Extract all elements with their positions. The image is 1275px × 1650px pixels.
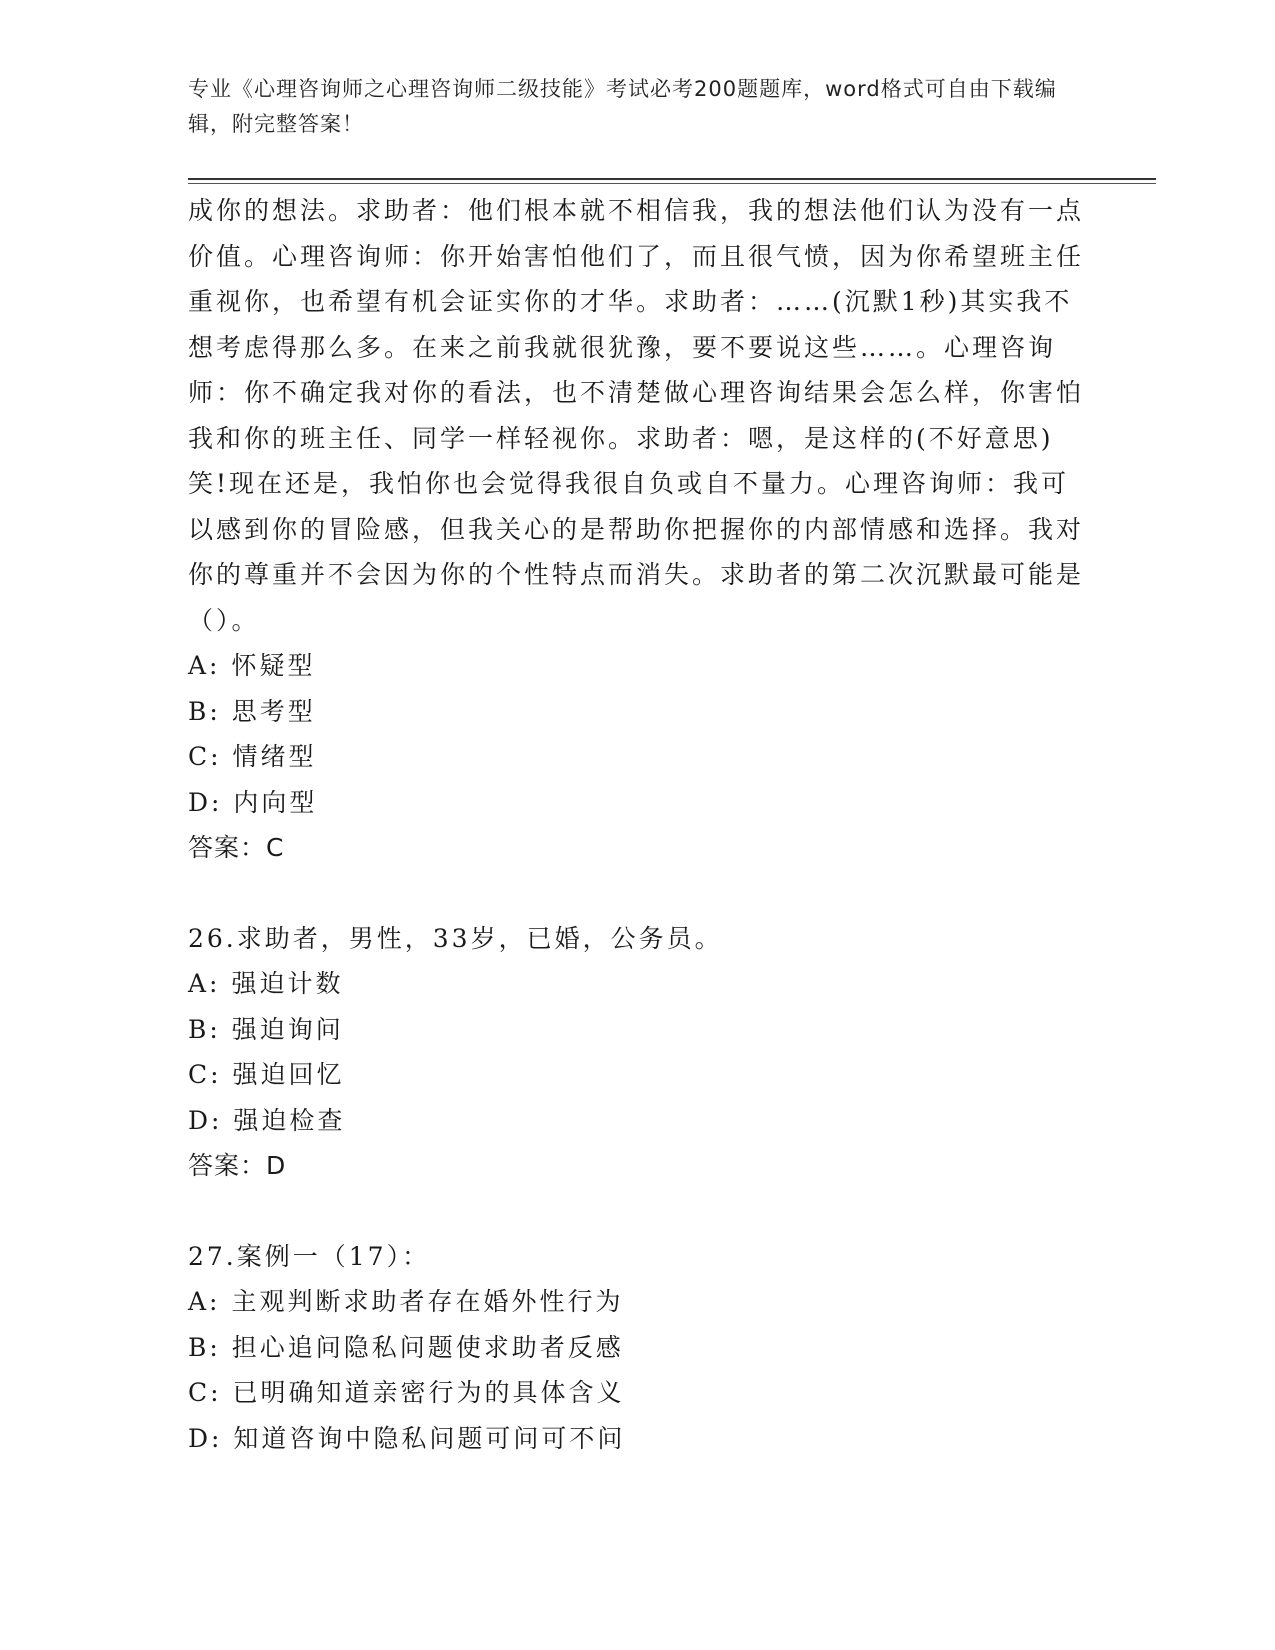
option-text: 知道咨询中隐私问题可问可不问: [233, 1423, 626, 1453]
option-letter: C:: [188, 742, 222, 771]
option-a: [188, 961, 1088, 1007]
option-b: [188, 689, 1088, 735]
option-letter: A:: [188, 651, 221, 680]
option-d: [188, 1416, 1088, 1462]
option-text: 内向型: [233, 787, 318, 817]
option-letter: D:: [188, 1423, 223, 1453]
option-text: 强迫检查: [233, 1105, 346, 1135]
option-text: 强迫回忆: [232, 1060, 345, 1089]
question-spacer: [188, 1189, 1088, 1234]
option-text: 思考型: [231, 696, 316, 726]
option-text: 强迫询问: [231, 1014, 344, 1044]
option-letter: B:: [188, 1332, 221, 1362]
option-text: 情绪型: [232, 742, 317, 771]
option-letter: A:: [188, 1287, 221, 1316]
header-divider-thick: [188, 178, 1156, 180]
option-text: 怀疑型: [231, 651, 316, 680]
option-letter: C:: [188, 1378, 222, 1407]
question-spacer: [188, 871, 1088, 916]
question-27-stem: 27.案例一（17）：: [188, 1241, 431, 1271]
option-c: [188, 1370, 1088, 1416]
question-26-stem: 26.求助者，男性，33岁，已婚，公务员。: [188, 923, 723, 953]
option-text: 强迫计数: [231, 969, 344, 998]
option-letter: C:: [188, 1060, 222, 1089]
question-25-continuation: 成你的想法。求助者：他们根本就不相信我，我的想法他们认为没有一点价值。心理咨询师：你开始害怕他们了，而且很气愤，因为你希望班主任重视你，也希望有机会证实你的才华。求助者：……(沉默1秒)其实我不想考虑得那么多。在来之前我就很犹豫，要不要说这些……。心理咨询师：你不确定我对你的看法，也不清楚做心理咨询结果会怎么样，你害怕我和你的班主任、同学一样轻视你。求助者：嗯，是这样的(不好意思)笑!现在还是，我怕你也会觉得我很自负或自不量力。心理咨询师：我可以感到你的冒险感，但我关心的是帮助你把握你的内部情感和选择。我对你的尊重并不会因为你的个性特点而消失。求助者的第二次沉默最可能是（）。: [188, 196, 1085, 635]
option-c: [188, 734, 1088, 780]
option-letter: B:: [188, 1014, 221, 1044]
document-body: [188, 188, 1088, 1461]
option-letter: D:: [188, 1105, 223, 1135]
option-letter: B:: [188, 696, 221, 726]
option-b: [188, 1007, 1088, 1053]
answer-25: 答案：C: [188, 833, 285, 862]
option-text: 担心追问隐私问题使求助者反感: [231, 1332, 624, 1362]
option-b: [188, 1325, 1088, 1371]
option-text: 主观判断求助者存在婚外性行为: [231, 1287, 624, 1316]
answer-26: 答案：D: [188, 1151, 287, 1180]
header-title: 专业《心理咨询师之心理咨询师二级技能》考试必考200题题库，word格式可自由下载编辑，附完整答案！: [188, 77, 1057, 136]
option-d: [188, 1098, 1088, 1144]
option-a: [188, 1279, 1088, 1325]
header-divider-thin: [188, 183, 1156, 184]
option-text: 已明确知道亲密行为的具体含义: [232, 1378, 625, 1407]
option-letter: D:: [188, 787, 223, 817]
option-c: [188, 1052, 1088, 1098]
document-header: [188, 72, 1068, 142]
option-d: [188, 780, 1088, 826]
option-a: [188, 643, 1088, 689]
option-letter: A:: [188, 969, 221, 998]
